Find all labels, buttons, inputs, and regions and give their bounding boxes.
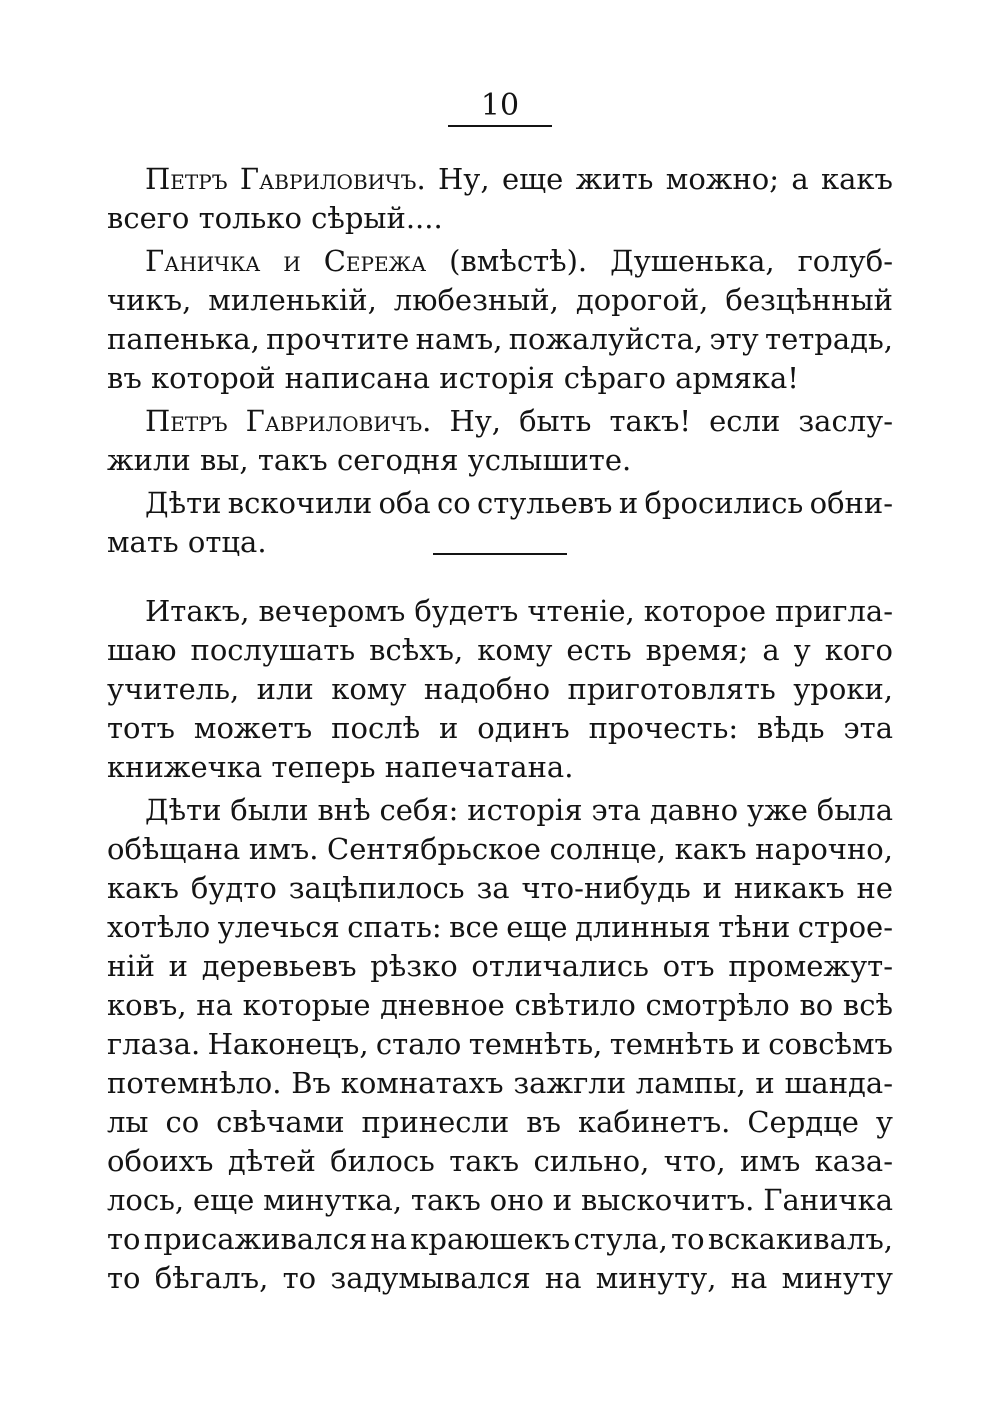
text-line: Дѣти были внѣ себя: исторія эта давно уже была bbox=[145, 793, 893, 827]
paragraph bbox=[107, 484, 893, 562]
text-line: Петръ Гавриловичъ. Ну, еще жить можно; а какъ bbox=[145, 162, 893, 196]
text-line: мать отца. bbox=[107, 525, 267, 559]
text-line: лы со свѣчами принесли въ кабинетъ. Сердце у bbox=[107, 1105, 893, 1139]
text-line: учитель, или кому надобно приготовлять уроки, bbox=[107, 672, 893, 706]
paragraph bbox=[107, 160, 893, 238]
text-line: то бѣгалъ, то задумывался на минуту, на минуту bbox=[107, 1261, 893, 1295]
text-line: всего только сѣрый.... bbox=[107, 201, 443, 235]
text-line: папенька, прочтите намъ, пожалуйста, эту тетрадь, bbox=[107, 322, 893, 356]
text-line: въ которой написана исторія сѣраго армяка! bbox=[107, 361, 799, 395]
speaker-name: Ганичка и Сережа bbox=[145, 244, 427, 278]
text-line: ковъ, на которые дневное свѣтило смотрѣло во всѣ bbox=[107, 988, 893, 1022]
page-number-rule bbox=[448, 125, 552, 127]
text-line: Дѣти вскочили оба со стульевъ и бросились обни- bbox=[145, 486, 893, 520]
speaker-name: Петръ Гавриловичъ. bbox=[145, 162, 426, 196]
text-line: книжечка теперь напечатана. bbox=[107, 750, 574, 784]
narrative-section bbox=[107, 592, 893, 1298]
text-line: хотѣло улечься спать: все еще длинныя тѣни строе- bbox=[107, 910, 893, 944]
paragraph bbox=[107, 592, 893, 787]
text-line: Петръ Гавриловичъ. Ну, быть такъ! если заслу- bbox=[145, 404, 893, 438]
text-line: глаза. Наконецъ, стало темнѣть, темнѣть и совсѣмъ bbox=[107, 1027, 893, 1061]
text-line: лось, еще минутка, такъ оно и выскочитъ. Ганичка bbox=[107, 1183, 893, 1217]
text-line: тотъ можетъ послѣ и одинъ прочесть: вѣдь эта bbox=[107, 711, 893, 745]
paragraph bbox=[107, 402, 893, 480]
paragraph bbox=[107, 242, 893, 398]
page-number: 10 bbox=[480, 88, 520, 123]
text-line: какъ будто зацѣпилось за что-нибудь и никакъ не bbox=[107, 871, 893, 905]
text-line: обоихъ дѣтей билось такъ сильно, что, имъ каза- bbox=[107, 1144, 893, 1178]
dialogue-section bbox=[107, 160, 893, 562]
paragraph bbox=[107, 791, 893, 1298]
section-divider bbox=[433, 553, 567, 555]
text-line: чикъ, миленькій, любезный, дорогой, безцѣнный bbox=[107, 283, 893, 317]
text-line: потемнѣло. Въ комнатахъ зажгли лампы, и шанда- bbox=[107, 1066, 893, 1100]
text-line: Итакъ, вечеромъ будетъ чтеніе, которое пригла- bbox=[145, 594, 893, 628]
text-line: жили вы, такъ сегодня услышите. bbox=[107, 443, 632, 477]
text-line: то присаживался на краюшекъ стула, то вскакивалъ, bbox=[107, 1222, 893, 1256]
speaker-name: Петръ Гавриловичъ. bbox=[145, 404, 432, 438]
text-line: шаю послушать всѣхъ, кому есть время; а у кого bbox=[107, 633, 893, 667]
text-line: обѣщана имъ. Сентябрьское солнце, какъ нарочно, bbox=[107, 832, 893, 866]
text-line: Ганичка и Сережа (вмѣстѣ). Душенька, голуб- bbox=[145, 244, 893, 278]
text-line: ній и деревьевъ рѣзко отличались отъ промежут- bbox=[107, 949, 893, 983]
